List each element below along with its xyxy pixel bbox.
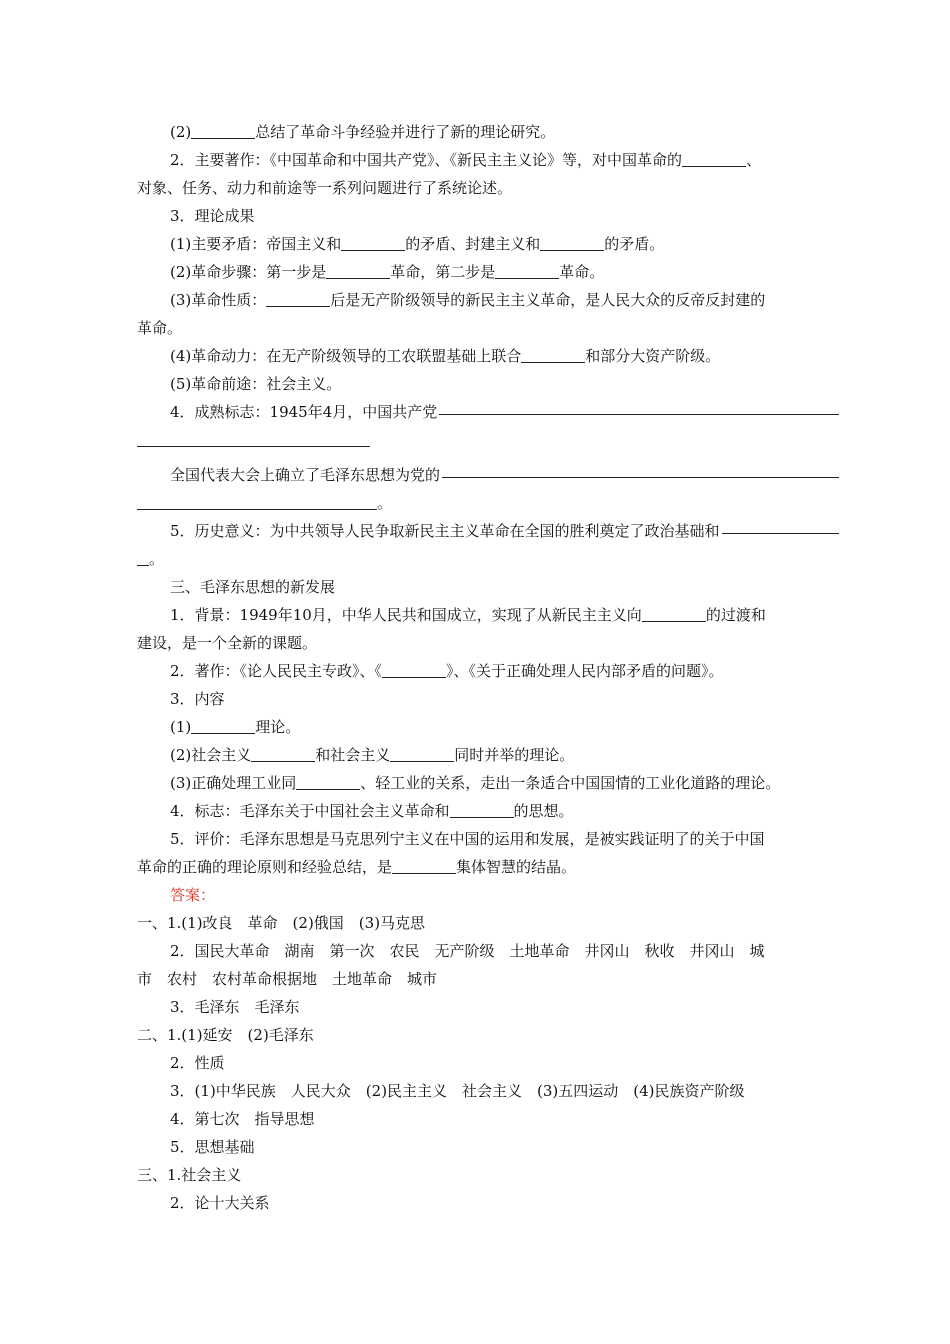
question-line: (2)革命步骤：第一步是 革命，第二步是 革命。 [170, 263, 605, 281]
question-line: (1) 理论。 [170, 718, 301, 736]
answer-blank [137, 430, 370, 447]
question-line: 4．标志：毛泽东关于中国社会主义革命和 的思想。 [170, 802, 574, 820]
answer-line: 5．思想基础 [170, 1138, 255, 1156]
answer-blank [296, 773, 360, 790]
answer-blank [137, 549, 149, 566]
question-line: 2．主要著作：《中国革命和中国共产党》、《新民主主义论》等，对中国革命的 、 [170, 151, 762, 169]
question-line: 建设，是一个全新的课题。 [137, 634, 318, 652]
answer-blank [390, 745, 454, 762]
section-heading: 三、毛泽东思想的新发展 [170, 578, 336, 596]
question-line: (2) 总结了革命斗争经验并进行了新的理论研究。 [170, 123, 556, 141]
answer-blank [682, 150, 746, 167]
document-body [137, 118, 839, 1217]
question-line: 。 [137, 545, 839, 573]
answer-blank [540, 234, 604, 251]
question-line: (1)主要矛盾：帝国主义和 的矛盾、封建主义和 的矛盾。 [170, 235, 665, 253]
question-line: 5．历史意义：为中共领导人民争取新民主主义革命在全国的胜利奠定了政治基础和 [137, 517, 839, 545]
answer-blank [191, 122, 255, 139]
answer-blank [191, 717, 255, 734]
answer-line: 市 农村 农村革命根据地 土地革命 城市 [137, 970, 438, 988]
question-line: (4)革命动力：在无产阶级领导的工农联盟基础上联合 和部分大资产阶级。 [170, 347, 721, 365]
answer-blank [382, 661, 446, 678]
answer-line: 4．第七次 指导思想 [170, 1110, 315, 1128]
answer-blank [442, 461, 839, 478]
answer-blank [266, 290, 330, 307]
question-line: 全国代表大会上确立了毛泽东思想为党的 [137, 461, 839, 489]
question-line: 革命的正确的理论原则和经验总结，是 集体智慧的结晶。 [137, 858, 577, 876]
question-line: 。 [137, 489, 839, 517]
question-line: 革命。 [137, 319, 183, 337]
answer-line: 3．(1)中华民族 人民大众 (2)民主主义 社会主义 (3)五四运动 (4)民族资产阶级 [170, 1082, 745, 1100]
question-line: 2．著作：《论人民民主专政》、《 》、《关于正确处理人民内部矛盾的问题》。 [170, 662, 724, 680]
answer-line: 2．论十大关系 [170, 1194, 270, 1212]
question-line: (3)正确处理工业同 、轻工业的关系，走出一条适合中国国情的工业化道路的理论。 [170, 774, 781, 792]
answer-blank [450, 801, 514, 818]
answer-blank [439, 398, 839, 415]
answer-blank [642, 605, 706, 622]
answer-blank [326, 262, 390, 279]
answer-line: 二、1.(1)延安 (2)毛泽东 [137, 1026, 314, 1044]
question-line: 4．成熟标志：1945年4月，中国共产党 [137, 398, 839, 426]
question-line: (2)社会主义 和社会主义 同时并举的理论。 [170, 746, 575, 764]
answer-blank [251, 745, 315, 762]
answer-blank [392, 857, 456, 874]
answer-blank [137, 493, 377, 510]
answer-line: 3．毛泽东 毛泽东 [170, 998, 300, 1016]
answer-blank [722, 517, 839, 534]
question-line: 1．背景：1949年10月，中华人民共和国成立，实现了从新民主主义向 的过渡和 [170, 606, 766, 624]
answer-line: 三、1.社会主义 [137, 1166, 242, 1184]
answer-heading: 答案： [170, 886, 216, 904]
question-line: 5．评价：毛泽东思想是马克思列宁主义在中国的运用和发展，是被实践证明了的关于中国 [170, 830, 765, 848]
answer-blank [521, 346, 585, 363]
section-heading: 3．内容 [170, 690, 225, 708]
question-line [137, 426, 839, 454]
answer-line: 一、1.(1)改良 革命 (2)俄国 (3)马克思 [137, 914, 426, 932]
question-line: (3)革命性质： 后是无产阶级领导的新民主主义革命，是人民大众的反帝反封建的 [170, 291, 766, 309]
section-heading: 3．理论成果 [170, 207, 255, 225]
answer-line: 2．国民大革命 湖南 第一次 农民 无产阶级 土地革命 井冈山 秋收 井冈山 城 [170, 942, 765, 960]
question-line: 对象、任务、动力和前途等一系列问题进行了系统论述。 [137, 179, 513, 197]
question-line: (5)革命前途：社会主义。 [170, 375, 342, 393]
answer-blank [495, 262, 559, 279]
answer-line: 2．性质 [170, 1054, 225, 1072]
answer-blank [341, 234, 405, 251]
